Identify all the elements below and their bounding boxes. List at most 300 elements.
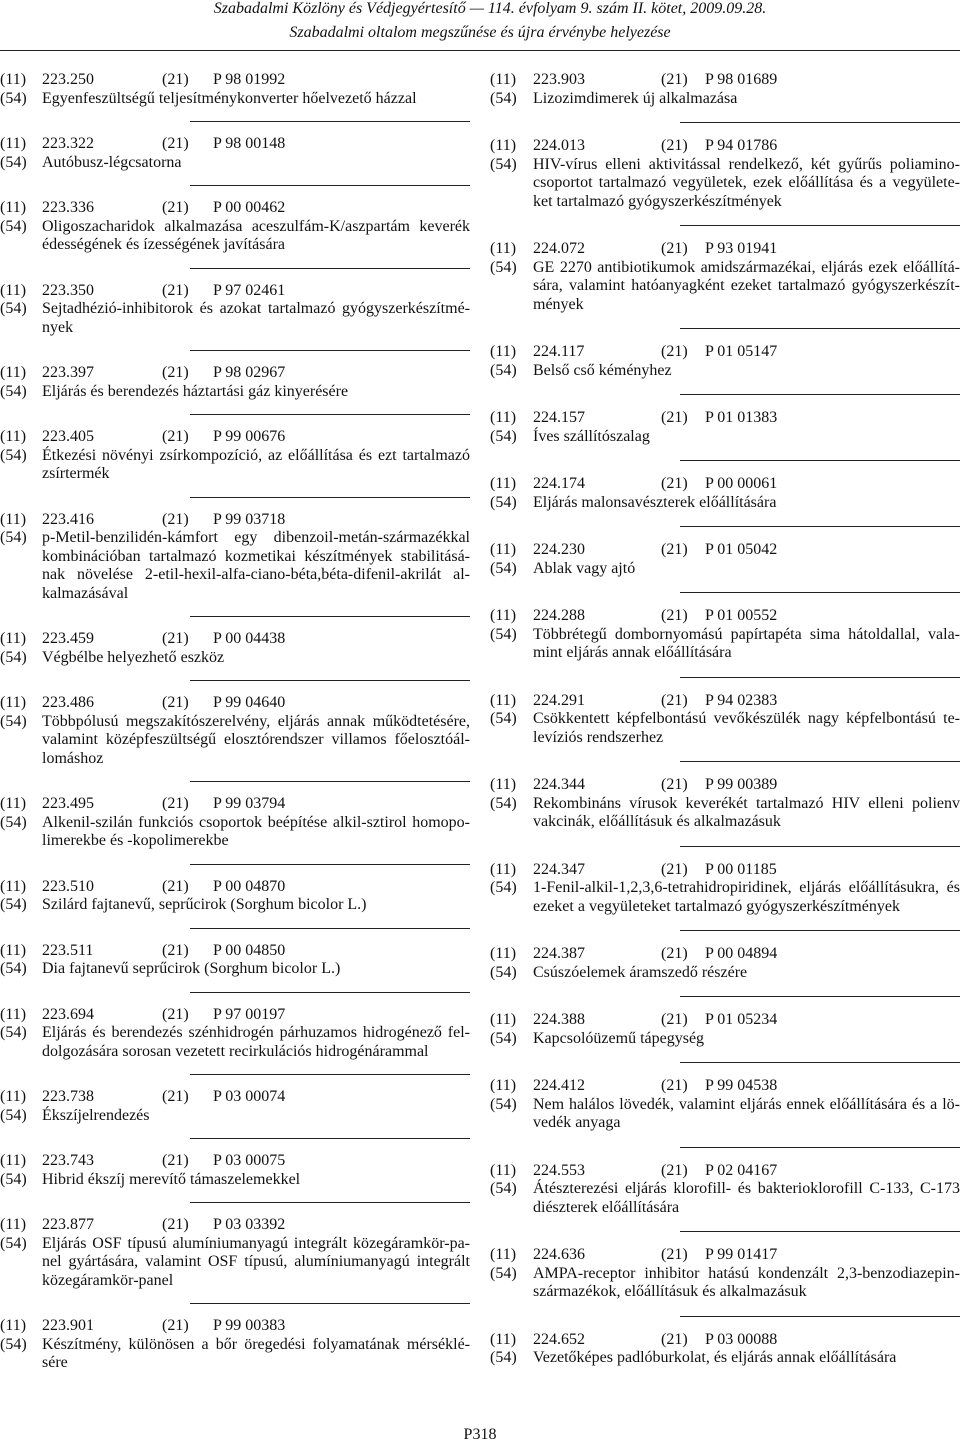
inid-21-label: (21): [162, 630, 189, 647]
entry-title-row: [490, 428, 960, 447]
application-number: P 93 01941: [705, 240, 778, 257]
entry-title-row: [490, 90, 960, 109]
entry-title-row: [0, 896, 470, 915]
page-number: P318: [463, 1426, 497, 1443]
entry-separator: [680, 996, 960, 997]
patent-title: [533, 1349, 960, 1368]
entry-separator: [190, 350, 470, 351]
inid-54-label: (54): [490, 879, 517, 896]
patent-entry: [490, 343, 960, 409]
inid-21-label: (21): [661, 240, 688, 257]
patent-entry: [0, 795, 470, 878]
entry-separator: [680, 930, 960, 931]
patent-number: 223.350: [42, 281, 94, 299]
entry-id-row: [0, 71, 470, 90]
patent-entry: [0, 1152, 470, 1216]
title-line: mint eljárás annak előállítására: [533, 644, 732, 661]
entry-separator: [680, 328, 960, 329]
inid-21-label: (21): [661, 343, 688, 360]
patent-title: [42, 1336, 470, 1373]
inid-11-label: (11): [0, 428, 27, 445]
inid-11-label: (11): [0, 135, 27, 152]
entry-separator: [680, 225, 960, 226]
inid-21-label: (21): [162, 135, 189, 152]
entry-separator: [190, 1138, 470, 1139]
patent-entry: [0, 942, 470, 1006]
inid-11-label: (11): [0, 1152, 27, 1169]
title-line: levíziós rendszerhez: [533, 728, 664, 746]
patent-title: [533, 259, 960, 315]
entry-separator: [190, 1074, 470, 1075]
patent-title: [533, 362, 960, 381]
inid-21-label: (21): [162, 1005, 189, 1023]
entry-id-row: [490, 1246, 960, 1265]
patent-entry: [0, 878, 470, 942]
patent-entry: [490, 71, 960, 137]
inid-54-label: (54): [490, 710, 517, 727]
entry-separator: [190, 680, 470, 681]
inid-21-label: (21): [661, 475, 688, 492]
title-line: dolgozására sorosan vezetett recirkulációs hidrogénárammal: [42, 1042, 429, 1060]
header-rule: [0, 50, 960, 51]
application-number: P 94 02383: [705, 691, 778, 709]
title-line: Eljárás és berendezés szénhidrogén párhuzamos hidrogénező fel-: [42, 1024, 470, 1041]
inid-21-label: (21): [162, 510, 189, 528]
entry-title-row: [0, 960, 470, 979]
inid-54-label: (54): [490, 1180, 517, 1197]
entry-id-row: [490, 343, 960, 362]
entry-id-row: [490, 137, 960, 156]
inid-11-label: (11): [0, 1005, 27, 1023]
entry-separator: [680, 846, 960, 847]
title-line: nel gyártására, valamint OSF típusú, alumíniumanyagú integrált: [42, 1253, 470, 1270]
entry-title-row: [490, 710, 960, 747]
patent-title: [42, 896, 470, 915]
patent-number: 224.072: [533, 240, 585, 257]
inid-21-label: (21): [162, 71, 189, 88]
entry-id-row: [490, 240, 960, 259]
entry-title-row: [0, 90, 470, 109]
inid-11-label: (11): [490, 1246, 517, 1263]
application-number: P 99 03718: [213, 510, 286, 528]
inid-11-label: (11): [490, 240, 517, 257]
patent-entry: [490, 1162, 960, 1247]
title-line: közegáramkör-panel: [42, 1271, 174, 1289]
entry-id-row: [490, 945, 960, 964]
title-line: Belső cső kéményhez: [533, 361, 672, 379]
title-line: Rekombináns vírusok keverékét tartalmazó HIV elleni polienv: [533, 794, 960, 812]
application-number: P 97 00197: [213, 1005, 286, 1023]
entry-title-row: [0, 300, 470, 337]
inid-11-label: (11): [0, 630, 27, 647]
patent-number: 224.636: [533, 1246, 585, 1263]
patent-entry: [0, 199, 470, 282]
patent-title: [42, 960, 470, 979]
entry-separator: [680, 122, 960, 123]
patent-number: 224.344: [533, 776, 585, 793]
title-line: ezeket a vegyületeket tartalmazó gyógyszerkészítmények: [533, 897, 900, 915]
inid-21-label: (21): [661, 409, 688, 426]
patent-title: [42, 529, 470, 603]
title-line: nyek: [42, 318, 74, 336]
patent-number: 223.510: [42, 877, 94, 895]
patent-number: 224.387: [533, 945, 585, 962]
patent-title: [42, 300, 470, 337]
patent-number: 223.397: [42, 364, 94, 381]
patent-title: [42, 713, 470, 769]
patent-number: 223.903: [533, 71, 585, 88]
patent-entry: [490, 692, 960, 777]
title-line: Alkenil-szilán funkciós csoportok beépítése alkil-sztirol homopo-: [42, 813, 470, 831]
entry-title-row: [0, 154, 470, 173]
inid-54-label: (54): [490, 493, 517, 511]
patent-number: 223.495: [42, 795, 94, 812]
entry-separator: [190, 781, 470, 782]
application-number: P 98 00148: [213, 135, 286, 152]
patent-title: [533, 156, 960, 212]
entry-id-row: [0, 1317, 470, 1336]
title-line: diészterek előállítására: [533, 1198, 680, 1216]
inid-54-label: (54): [0, 896, 27, 913]
entry-title-row: [490, 1265, 960, 1302]
inid-11-label: (11): [0, 281, 27, 299]
inid-54-label: (54): [0, 446, 27, 464]
title-line: Dia fajtanevű seprűcirok (Sorghum bicolor L.): [42, 960, 341, 977]
title-line: Nem halálos lövedék, valamint eljárás ennek előállítására és a lö-: [533, 1095, 960, 1113]
inid-54-label: (54): [0, 1106, 27, 1124]
entry-title-row: [0, 529, 470, 603]
patent-title: [533, 879, 960, 916]
patent-entry: [490, 1011, 960, 1077]
inid-21-label: (21): [162, 795, 189, 812]
patent-number: 224.291: [533, 691, 585, 709]
application-number: P 00 04870: [213, 877, 286, 895]
inid-54-label: (54): [0, 217, 27, 235]
title-line: kombinációban tartalmazó kozmetikai készítmények stabilitásá-: [42, 547, 470, 565]
entry-separator: [190, 928, 470, 929]
patent-title: [533, 964, 960, 983]
title-line: GE 2270 antibiotikumok amidszármazékai, eljárás ezek előállítá-: [533, 258, 960, 276]
patent-entry: [490, 607, 960, 692]
title-line: Többrétegű dombornyomású papírtapéta sima hátoldallal, vala-: [533, 625, 960, 643]
patent-entry: [0, 364, 470, 428]
title-line: Többpólusú megszakítószerelvény, eljárás annak működtetésére,: [42, 712, 470, 730]
inid-11-label: (11): [0, 1216, 27, 1233]
patent-entry: [490, 1246, 960, 1331]
inid-54-label: (54): [0, 648, 27, 666]
inid-21-label: (21): [661, 945, 688, 962]
entry-separator: [680, 1316, 960, 1317]
inid-11-label: (11): [490, 776, 517, 793]
application-number: P 99 00676: [213, 428, 286, 445]
entry-title-row: [490, 156, 960, 212]
patent-number: 223.511: [42, 941, 94, 959]
application-number: P 98 01992: [213, 71, 286, 88]
title-line: Ékszíjelrendezés: [42, 1106, 150, 1124]
patent-title: [533, 626, 960, 663]
entry-separator: [680, 394, 960, 395]
application-number: P 00 01185: [705, 860, 777, 878]
title-line: Eljárás és berendezés háztartási gáz kinyerésére: [42, 382, 349, 400]
entry-title-row: [0, 383, 470, 402]
application-number: P 00 04850: [213, 941, 286, 959]
application-number: P 03 00075: [213, 1152, 286, 1169]
inid-54-label: (54): [0, 1024, 27, 1041]
inid-11-label: (11): [490, 541, 517, 558]
entry-id-row: [490, 71, 960, 90]
patent-title: [533, 1096, 960, 1133]
patent-entry: [490, 945, 960, 1011]
inid-54-label: (54): [490, 1264, 517, 1282]
inid-21-label: (21): [661, 137, 688, 154]
patent-number: 224.347: [533, 860, 585, 878]
application-number: P 98 02967: [213, 364, 286, 381]
inid-54-label: (54): [0, 89, 27, 107]
inid-21-label: (21): [661, 1161, 688, 1179]
inid-54-label: (54): [490, 1029, 517, 1047]
application-number: P 02 04167: [705, 1161, 778, 1179]
patent-title: [42, 1024, 470, 1061]
title-line: lomáshoz: [42, 749, 104, 767]
title-line: valamint középfeszültségű elosztórendszer villamos főelosztóál-: [42, 731, 470, 748]
title-line: Lizozimdimerek új alkalmazása: [533, 89, 738, 107]
patent-entry: [0, 694, 470, 795]
application-number: P 99 04538: [705, 1077, 778, 1094]
patent-entry: [490, 1331, 960, 1397]
patent-number: 224.388: [533, 1011, 585, 1028]
application-number: P 99 01417: [705, 1246, 778, 1263]
inid-21-label: (21): [162, 1216, 189, 1233]
title-line: Csökkentett képfelbontású vevőkészülék nagy képfelbontású te-: [533, 710, 960, 727]
entry-id-row: [0, 135, 470, 154]
inid-21-label: (21): [661, 1330, 688, 1348]
entry-separator: [680, 526, 960, 527]
patent-number: 224.553: [533, 1161, 585, 1179]
inid-11-label: (11): [0, 199, 27, 216]
application-number: P 03 03392: [213, 1216, 286, 1233]
inid-11-label: (11): [490, 860, 517, 878]
patent-number: 223.250: [42, 71, 94, 88]
title-line: Átészterezési eljárás klorofill- és bakterioklorofill C-133, C-173: [533, 1180, 960, 1197]
inid-54-label: (54): [0, 1170, 27, 1188]
section-title: Szabadalmi oltalom megszűnése és újra érvénybe helyezése: [289, 24, 671, 41]
patent-title: [533, 494, 960, 513]
inid-54-label: (54): [0, 712, 27, 730]
application-number: P 01 05147: [705, 343, 778, 360]
inid-11-label: (11): [0, 795, 27, 812]
entry-separator: [680, 677, 960, 678]
inid-11-label: (11): [490, 1330, 517, 1348]
patent-entry: [490, 409, 960, 475]
inid-21-label: (21): [661, 1011, 688, 1028]
patent-title: [42, 218, 470, 255]
entry-id-row: [0, 199, 470, 218]
inid-54-label: (54): [0, 813, 27, 831]
entry-title-row: [490, 1030, 960, 1049]
entry-separator: [680, 592, 960, 593]
left-column: [0, 71, 470, 1400]
entry-separator: [680, 460, 960, 461]
entry-id-row: [490, 1162, 960, 1181]
entry-title-row: [0, 1171, 470, 1190]
application-number: P 99 00389: [705, 776, 778, 793]
title-line: ket tartalmazó gyógyszerkészítmények: [533, 192, 782, 210]
application-number: P 01 00552: [705, 607, 778, 624]
patent-number: 223.322: [42, 135, 94, 152]
inid-54-label: (54): [0, 300, 27, 317]
inid-11-label: (11): [0, 1317, 27, 1334]
title-line: Autóbusz-légcsatorna: [42, 153, 182, 171]
entry-id-row: [490, 861, 960, 880]
patent-title: [42, 1171, 470, 1190]
title-line: Kapcsolóüzemű tápegység: [533, 1029, 705, 1047]
title-line: Készítmény, különösen a bőr öregedési folyamatának mérséklé-: [42, 1335, 470, 1353]
inid-21-label: (21): [661, 541, 688, 558]
patent-entry: [490, 475, 960, 541]
inid-21-label: (21): [162, 364, 189, 381]
inid-54-label: (54): [0, 382, 27, 400]
patent-title: [42, 1235, 470, 1291]
entry-id-row: [490, 607, 960, 626]
inid-11-label: (11): [490, 409, 517, 426]
inid-21-label: (21): [162, 1088, 189, 1105]
inid-21-label: (21): [162, 1152, 189, 1169]
patent-number: 223.901: [42, 1317, 94, 1334]
title-line: Íves szállítószalag: [533, 427, 650, 445]
patent-title: [533, 1030, 960, 1049]
inid-11-label: (11): [490, 945, 517, 962]
entry-title-row: [0, 1336, 470, 1373]
entry-separator: [190, 121, 470, 122]
application-number: P 01 05042: [705, 541, 778, 558]
inid-54-label: (54): [490, 427, 517, 445]
title-line: vedék anyaga: [533, 1114, 621, 1131]
entry-id-row: [490, 1077, 960, 1096]
entry-separator: [680, 761, 960, 762]
application-number: P 00 04438: [213, 630, 286, 647]
patent-title: [42, 814, 470, 851]
title-line: kalmazásával: [42, 584, 129, 602]
entry-id-row: [0, 795, 470, 814]
entry-id-row: [0, 1006, 470, 1025]
inid-54-label: (54): [490, 361, 517, 379]
title-line: mények: [533, 295, 584, 313]
entry-separator: [680, 1062, 960, 1063]
entry-separator: [190, 497, 470, 498]
inid-54-label: (54): [490, 1349, 517, 1366]
patent-title: [533, 1265, 960, 1302]
patent-number: 223.416: [42, 510, 94, 528]
patent-entry: [490, 240, 960, 343]
entry-id-row: [0, 942, 470, 961]
application-number: P 00 00061: [705, 475, 778, 492]
entry-id-row: [0, 364, 470, 383]
entry-title-row: [490, 1349, 960, 1368]
patent-number: 224.412: [533, 1077, 585, 1094]
patent-entry: [0, 1088, 470, 1152]
patent-number: 224.157: [533, 409, 585, 426]
application-number: P 97 02461: [213, 281, 286, 299]
inid-11-label: (11): [0, 941, 27, 959]
entry-separator: [190, 864, 470, 865]
inid-54-label: (54): [490, 89, 517, 107]
entry-title-row: [0, 1235, 470, 1291]
title-line: Étkezési növényi zsírkompozíció, az előállítása és ezt tartalmazó: [42, 446, 470, 464]
entry-id-row: [490, 1331, 960, 1350]
inid-54-label: (54): [490, 625, 517, 643]
entry-separator: [680, 1147, 960, 1148]
patent-entry: [0, 511, 470, 631]
entry-separator: [190, 992, 470, 993]
title-line: zsírtermék: [42, 465, 110, 482]
inid-11-label: (11): [0, 694, 27, 711]
entry-title-row: [0, 1024, 470, 1061]
patent-title: [533, 90, 960, 109]
inid-11-label: (11): [490, 475, 517, 492]
entry-title-row: [490, 1180, 960, 1217]
patent-entry: [490, 861, 960, 946]
patent-title: [42, 383, 470, 402]
patent-title: [533, 710, 960, 747]
entry-title-row: [0, 447, 470, 484]
patent-entry: [490, 137, 960, 240]
title-line: 1-Fenil-alkil-1,2,3,6-tetrahidropiridinek, eljárás előállításukra, és: [533, 879, 960, 896]
inid-11-label: (11): [490, 1161, 517, 1179]
patent-title: [533, 428, 960, 447]
right-column: [490, 71, 960, 1397]
entry-id-row: [0, 1088, 470, 1107]
entry-id-row: [0, 1152, 470, 1171]
entry-separator: [680, 1231, 960, 1232]
patent-title: [42, 1107, 470, 1126]
patent-title: [42, 154, 470, 173]
inid-54-label: (54): [0, 1234, 27, 1252]
entry-title-row: [0, 649, 470, 668]
application-number: P 99 03794: [213, 795, 286, 812]
patent-entry: [0, 428, 470, 511]
title-line: Végbélbe helyezhető eszköz: [42, 648, 225, 666]
title-line: Hibrid ékszíj merevítő támaszelemekkel: [42, 1170, 301, 1188]
patent-number: 224.117: [533, 343, 585, 360]
title-line: HIV-vírus elleni aktivitással rendelkező, két gyűrűs poliamino-: [533, 155, 960, 173]
inid-11-label: (11): [490, 343, 517, 360]
title-line: sére: [42, 1354, 68, 1371]
entry-id-row: [0, 428, 470, 447]
inid-21-label: (21): [162, 428, 189, 445]
title-line: származékok, előállításuk és alkalmazásuk: [533, 1283, 807, 1300]
inid-21-label: (21): [661, 71, 688, 88]
application-number: P 03 00074: [213, 1088, 286, 1105]
inid-54-label: (54): [490, 1095, 517, 1113]
inid-54-label: (54): [490, 155, 517, 173]
title-line: Eljárás OSF típusú alumíniumanyagú integrált közegáramkör-pa-: [42, 1234, 470, 1252]
entry-id-row: [0, 630, 470, 649]
entry-title-row: [490, 795, 960, 832]
patent-number: 223.459: [42, 630, 94, 647]
application-number: P 03 00088: [705, 1330, 778, 1348]
patent-number: 223.743: [42, 1152, 94, 1169]
title-line: nak növelése 2-etil-hexil-alfa-ciano-béta,béta-difenil-akrilát al-: [42, 566, 470, 583]
patent-entry: [0, 135, 470, 199]
inid-11-label: (11): [0, 510, 27, 528]
patent-title: [42, 90, 470, 109]
inid-11-label: (11): [490, 137, 517, 154]
title-line: limerekbe és -kopolimerekbe: [42, 832, 229, 849]
patent-title: [533, 1180, 960, 1217]
patent-number: 223.877: [42, 1216, 94, 1233]
application-number: P 01 01383: [705, 409, 778, 426]
title-line: Csúszóelemek áramszedő részére: [533, 963, 748, 981]
